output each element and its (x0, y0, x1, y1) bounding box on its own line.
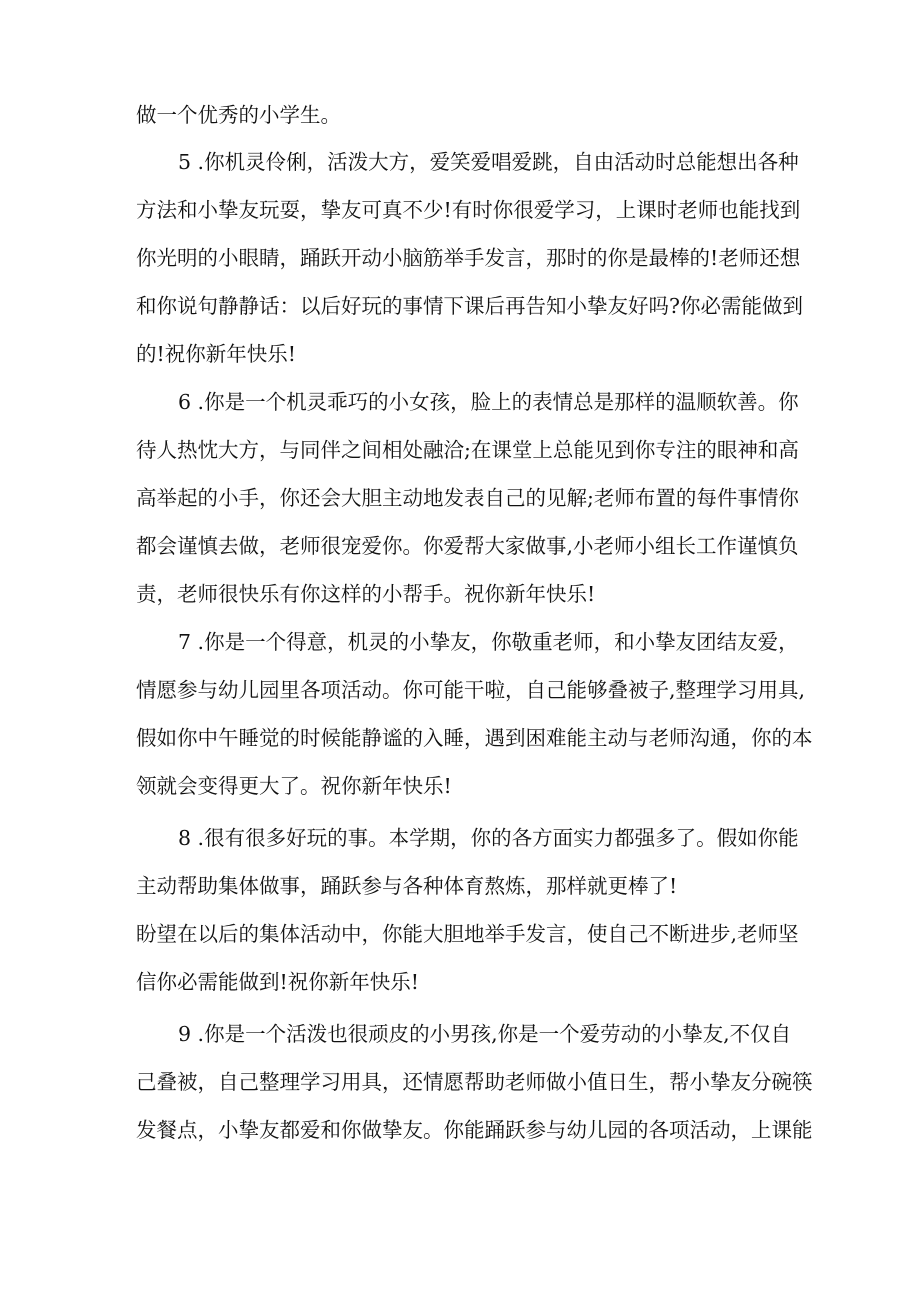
text-line: 责，老师很快乐有你这样的小帮手。祝你新年快乐! (136, 582, 596, 606)
text-line: 盼望在以后的集体活动中，你能大胆地举手发言，使自己不断进步,老师坚 (136, 922, 799, 946)
paragraph-5-first-line: 5 .你机灵伶俐，活泼大方，爱笑爱唱爱跳，自由活动时总能想出各种 (178, 150, 799, 174)
text-line: 你光明的小眼睛，踊跃开动小脑筋举手发言，那时的你是最棒的!老师还想 (136, 246, 801, 270)
text-line: 的!祝你新年快乐! (136, 342, 296, 366)
text-line: 情愿参与幼儿园里各项活动。你可能干啦，自己能够叠被子,整理学习用具, (136, 678, 806, 702)
text-line: 主动帮助集体做事，踊跃参与各种体育熬炼，那样就更棒了! (136, 874, 678, 898)
paragraph-6-first-line: 6 .你是一个机灵乖巧的小女孩，脸上的表情总是那样的温顺软善。你 (178, 390, 799, 414)
paragraph-7-first-line: 7 .你是一个得意，机灵的小挚友，你敬重老师，和小挚友团结友爱， (178, 630, 799, 654)
text-line: 做一个优秀的小学生。 (136, 103, 341, 127)
text-line: 信你必需能做到!祝你新年快乐! (136, 970, 419, 994)
text-line: 己叠被，自己整理学习用具，还情愿帮助老师做小值日生，帮小挚友分碗筷 (136, 1070, 813, 1094)
text-line: 都会谨慎去做，老师很宠爱你。你爱帮大家做事,小老师小组长工作谨慎负 (136, 534, 799, 558)
text-line: 领就会变得更大了。祝你新年快乐! (136, 774, 452, 798)
paragraph-9-first-line: 9 .你是一个活泼也很顽皮的小男孩,你是一个爱劳动的小挚友,不仅自 (178, 1022, 792, 1046)
paragraph-8-first-line: 8 .很有很多好玩的事。本学期，你的各方面实力都强多了。假如你能 (178, 826, 799, 850)
text-line: 方法和小挚友玩耍，挚友可真不少!有时你很爱学习，上课时老师也能找到 (136, 198, 801, 222)
text-line: 发餐点，小挚友都爱和你做挚友。你能踊跃参与幼儿园的各项活动，上课能 (136, 1118, 813, 1142)
text-line: 高举起的小手，你还会大胆主动地发表自己的见解;老师布置的每件事情你 (136, 486, 799, 510)
text-line: 假如你中午睡觉的时候能静谧的入睡，遇到困难能主动与老师沟通，你的本 (136, 726, 813, 750)
text-line: 和你说句静静话：以后好玩的事情下课后再告知小挚友好吗?你必需能做到 (136, 294, 803, 318)
text-line: 待人热忱大方，与同伴之间相处融洽;在课堂上总能见到你专注的眼神和高 (136, 438, 799, 462)
